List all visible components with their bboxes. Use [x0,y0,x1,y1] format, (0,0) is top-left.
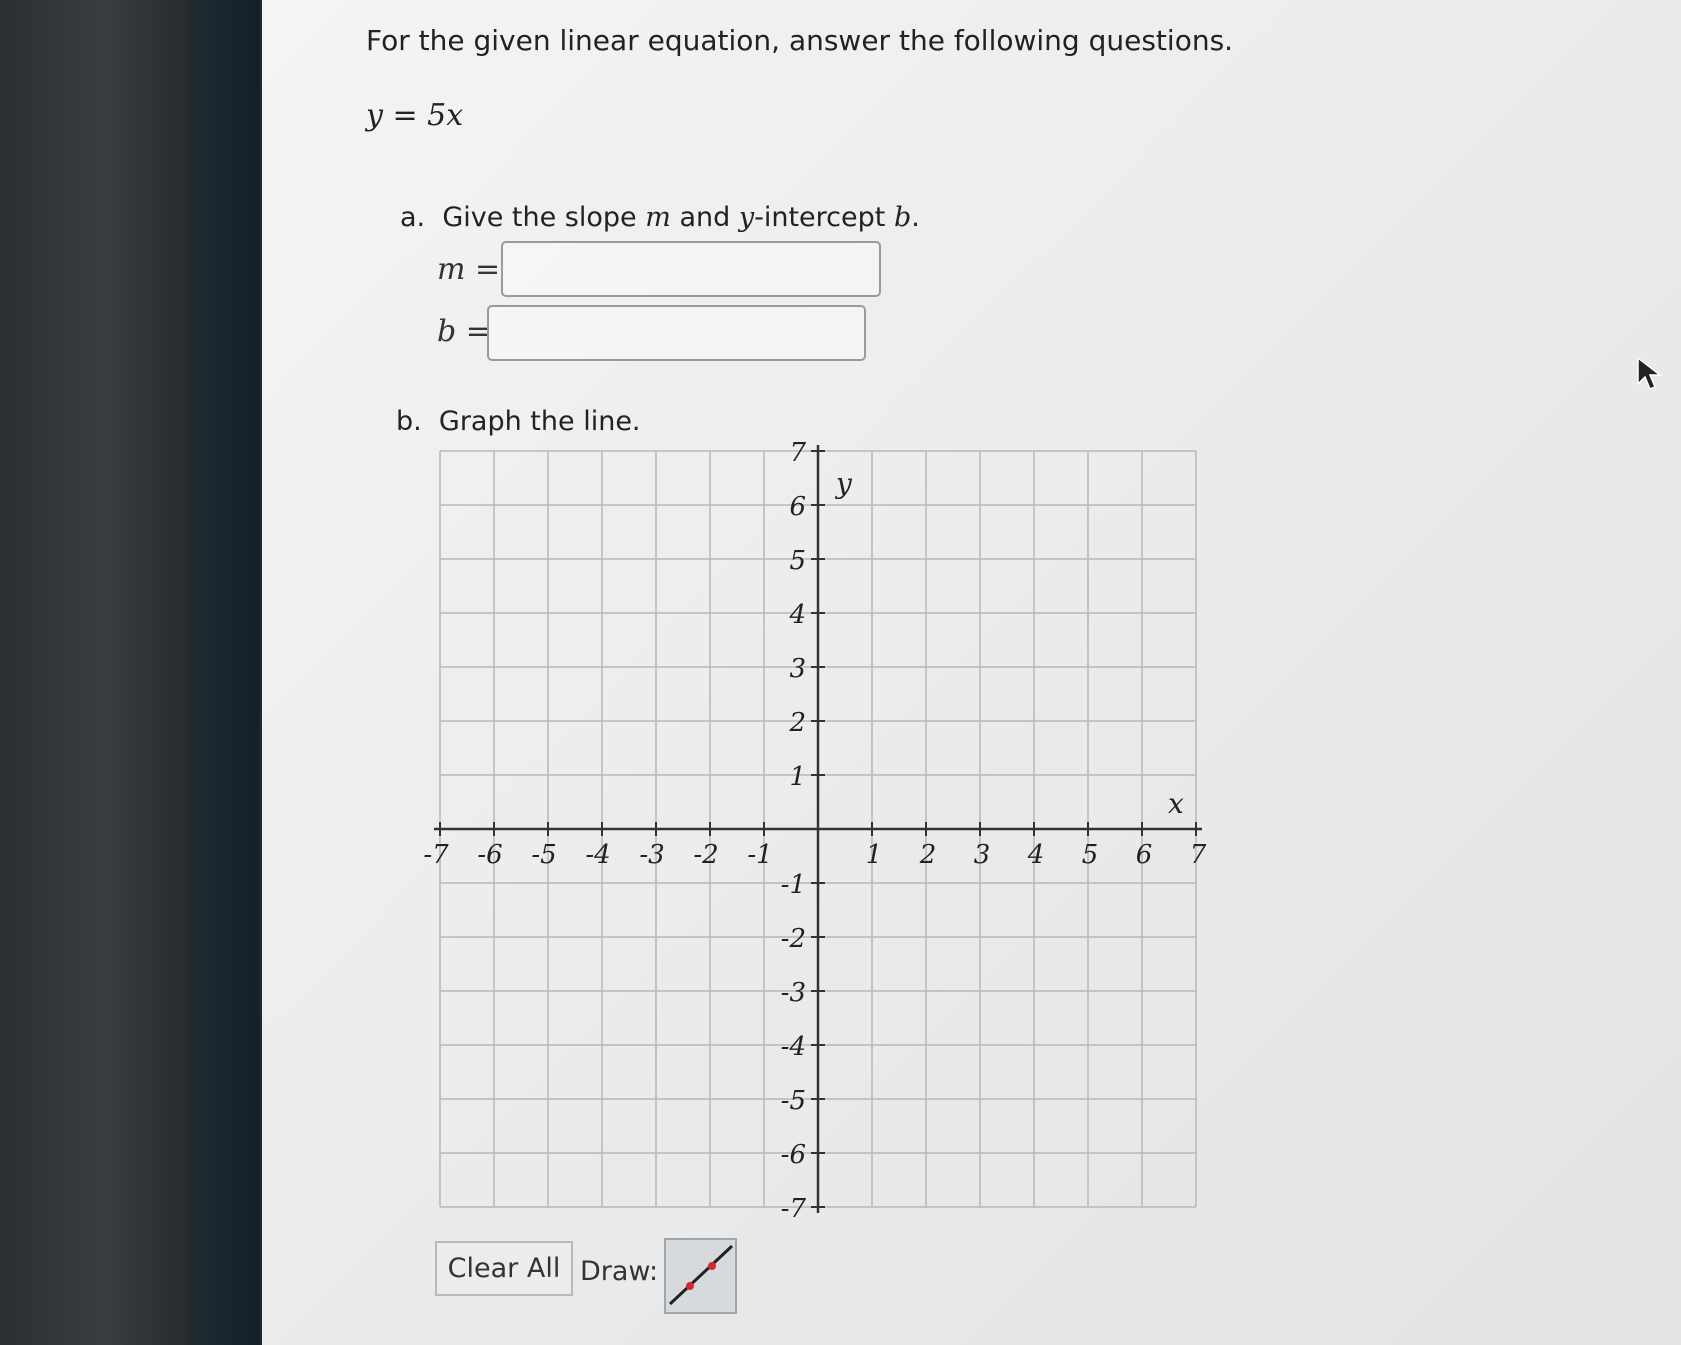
part-b-prompt [396,406,641,437]
y-tick-label: 6 [789,492,806,522]
draw-label: Draw: [580,1256,659,1287]
x-tick-label: -1 [747,840,773,870]
x-tick-label: 3 [973,840,991,870]
b-symbol: b [893,202,912,233]
x-tick-label: 1 [865,840,883,870]
y-tick-label: 7 [789,438,806,468]
y-tick-label: -7 [780,1194,806,1224]
x-tick-label: -4 [585,840,611,870]
b-label: b = [437,314,491,349]
x-tick-label: 2 [919,840,937,870]
slope-input[interactable] [501,241,881,297]
x-tick-label: 5 [1081,840,1099,870]
part-a-prompt [400,202,920,233]
y-symbol: y [738,202,755,233]
x-tick-label: -2 [693,840,719,870]
x-tick-label: -6 [477,840,503,870]
m-label: m = [437,252,501,287]
y-axis-label: y [836,467,852,500]
x-tick-label: -5 [531,840,557,870]
clear-all-button[interactable]: Clear All [435,1241,573,1296]
mouse-cursor-icon [1636,356,1664,392]
part-a-text-3: -intercept [754,202,886,233]
y-tick-label: -3 [780,978,806,1008]
m-symbol: m [645,202,671,233]
y-tick-label: 3 [789,654,806,684]
line-segment-icon [666,1240,735,1312]
coordinate-grid[interactable] [423,438,1210,1243]
y-tick-label: 1 [789,762,806,792]
x-tick-label: -3 [639,840,665,870]
part-a-period: . [911,202,920,233]
y-tick-label: -5 [780,1086,806,1116]
y-tick-label: -2 [780,924,806,954]
line-tool-button[interactable] [664,1238,737,1314]
x-tick-label: 6 [1135,840,1153,870]
part-b-text: Graph the line. [438,406,641,437]
equation: y = 5x [366,98,464,133]
y-tick-label: 2 [789,708,806,738]
x-axis-label: x [1168,787,1184,820]
y-tick-label: 4 [789,600,806,630]
screen-edge [190,0,260,1345]
part-a-text-2: and [679,202,731,233]
intercept-input[interactable] [487,305,866,361]
x-tick-label: 7 [1189,840,1207,870]
part-a-marker: a. [400,202,426,233]
y-tick-label: -4 [780,1032,806,1062]
question-title: For the given linear equation, answer the following questions. [366,24,1234,57]
y-tick-label: -1 [780,870,806,900]
x-tick-label: 4 [1027,840,1045,870]
part-b-marker: b. [396,406,422,437]
y-tick-label: 5 [789,546,806,576]
part-a-text-1: Give the slope [442,202,637,233]
x-tick-label: -7 [423,840,449,870]
y-tick-label: -6 [780,1140,806,1170]
